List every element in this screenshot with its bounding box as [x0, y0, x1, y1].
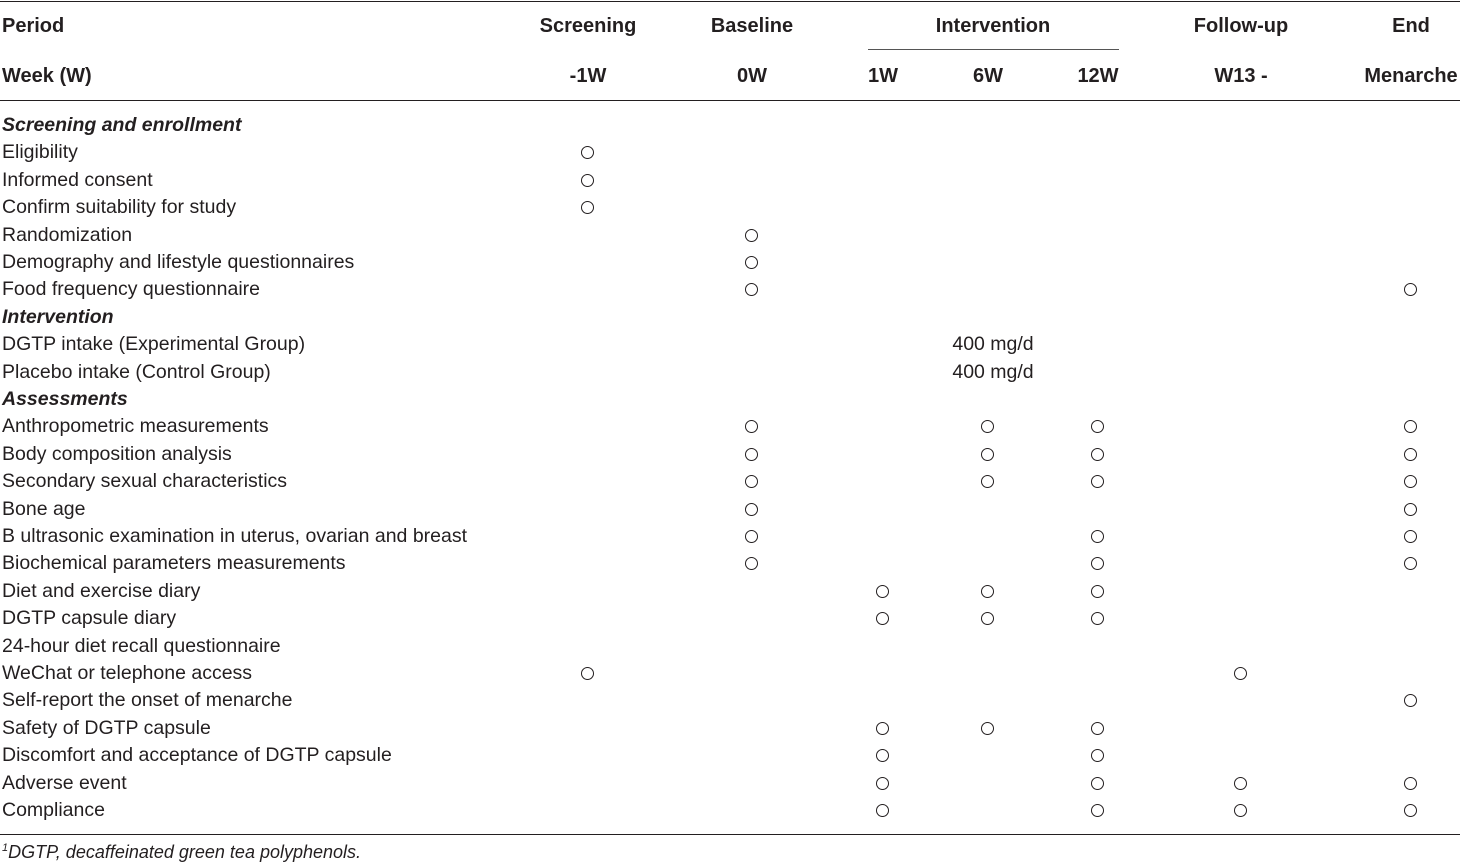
row-label: Diet and exercise diary	[2, 579, 201, 602]
header-rule	[0, 100, 1460, 101]
circle-mark-icon	[1091, 722, 1104, 735]
row-label: Secondary sexual characteristics	[2, 470, 288, 493]
row-label: DGTP intake (Experimental Group)	[2, 333, 306, 356]
row-label: Discomfort and acceptance of DGTP capsule	[2, 744, 392, 767]
table-row	[0, 468, 1460, 495]
header-week-13: W13 -	[1214, 65, 1268, 87]
circle-mark-icon	[581, 146, 594, 159]
circle-mark-icon	[876, 777, 889, 790]
row-label: WeChat or telephone access	[2, 662, 253, 684]
header-intervention: Intervention	[935, 15, 1051, 37]
header-end: End	[1392, 15, 1430, 37]
table-row	[0, 496, 1460, 523]
circle-mark-icon	[745, 503, 758, 516]
circle-mark-icon	[581, 174, 594, 187]
table-row	[0, 523, 1460, 550]
table-row	[0, 222, 1460, 249]
row-label: Anthropometric measurements	[2, 415, 269, 438]
circle-mark-icon	[1091, 475, 1104, 488]
header-menarche: Menarche	[1364, 65, 1458, 87]
header-week-12: 12W	[1077, 65, 1119, 87]
section-row	[0, 386, 1460, 413]
circle-mark-icon	[876, 585, 889, 598]
table-row	[0, 139, 1460, 166]
table-row	[0, 715, 1460, 742]
header-period-label: Period	[2, 15, 65, 37]
circle-mark-icon	[745, 530, 758, 543]
circle-mark-icon	[1091, 585, 1104, 598]
table-row	[0, 167, 1460, 194]
circle-mark-icon	[1404, 475, 1417, 488]
section-row	[0, 304, 1460, 331]
header-baseline: Baseline	[710, 15, 794, 37]
circle-mark-icon	[1091, 749, 1104, 762]
circle-mark-icon	[1404, 557, 1417, 570]
table-row	[0, 578, 1460, 605]
circle-mark-icon	[1091, 557, 1104, 570]
circle-mark-icon	[1404, 420, 1417, 433]
footnote-text: DGTP, decaffeinated green tea polyphenols.	[8, 842, 362, 862]
section-heading: Assessments	[2, 388, 128, 410]
circle-mark-icon	[1404, 777, 1417, 790]
circle-mark-icon	[745, 475, 758, 488]
circle-mark-icon	[1404, 804, 1417, 817]
circle-mark-icon	[745, 229, 758, 242]
row-label: Self-report the onset of menarche	[2, 689, 293, 712]
table-row	[0, 359, 1460, 386]
table-row	[0, 276, 1460, 303]
circle-mark-icon	[876, 804, 889, 817]
row-label: B ultrasonic examination in uterus, ovarian and breast	[2, 525, 468, 547]
row-label: DGTP capsule diary	[2, 607, 177, 630]
row-label: Randomization	[2, 223, 133, 246]
circle-mark-icon	[1234, 667, 1247, 680]
circle-mark-icon	[1091, 612, 1104, 625]
circle-mark-icon	[1091, 420, 1104, 433]
circle-mark-icon	[981, 420, 994, 433]
dose-value: 400 mg/d	[952, 360, 1034, 383]
circle-mark-icon	[1091, 448, 1104, 461]
header-week-0: 0W	[737, 65, 767, 87]
circle-mark-icon	[745, 283, 758, 296]
row-label: Compliance	[2, 799, 105, 821]
circle-mark-icon	[981, 475, 994, 488]
table-row	[0, 797, 1460, 824]
row-label: Informed consent	[2, 168, 153, 191]
bottom-rule	[0, 834, 1460, 835]
footnote-marker: 1	[2, 842, 9, 854]
circle-mark-icon	[1404, 694, 1417, 707]
circle-mark-icon	[1404, 283, 1417, 296]
row-label: Adverse event	[2, 771, 127, 794]
section-row	[0, 112, 1460, 139]
intervention-span-rule	[868, 49, 1119, 50]
circle-mark-icon	[1091, 530, 1104, 543]
row-label: Bone age	[2, 497, 86, 520]
circle-mark-icon	[1404, 530, 1417, 543]
section-heading: Screening and enrollment	[2, 114, 242, 136]
circle-mark-icon	[745, 420, 758, 433]
table-row	[0, 331, 1460, 358]
row-label: Body composition analysis	[2, 442, 232, 465]
row-label: Confirm suitability for study	[2, 196, 237, 219]
table-row	[0, 194, 1460, 221]
circle-mark-icon	[876, 612, 889, 625]
circle-mark-icon	[876, 722, 889, 735]
circle-mark-icon	[876, 749, 889, 762]
table-row	[0, 770, 1460, 797]
table-row	[0, 413, 1460, 440]
circle-mark-icon	[981, 585, 994, 598]
circle-mark-icon	[581, 201, 594, 214]
table-row	[0, 633, 1460, 660]
circle-mark-icon	[1404, 503, 1417, 516]
header-follow-up: Follow-up	[1193, 15, 1289, 37]
circle-mark-icon	[1091, 804, 1104, 817]
circle-mark-icon	[745, 256, 758, 269]
circle-mark-icon	[981, 612, 994, 625]
circle-mark-icon	[745, 557, 758, 570]
row-label: Eligibility	[2, 141, 78, 164]
table-row	[0, 660, 1460, 687]
top-rule	[0, 1, 1460, 2]
section-heading: Intervention	[2, 305, 114, 328]
row-label: 24-hour diet recall questionnaire	[2, 634, 281, 657]
table-row	[0, 249, 1460, 276]
dose-value: 400 mg/d	[952, 333, 1034, 356]
table-row	[0, 441, 1460, 468]
circle-mark-icon	[1234, 804, 1247, 817]
header-week-6: 6W	[973, 65, 1003, 87]
header-week-1: 1W	[868, 65, 898, 87]
table-row	[0, 605, 1460, 632]
table-row	[0, 742, 1460, 769]
circle-mark-icon	[745, 448, 758, 461]
row-label: Safety of DGTP capsule	[2, 716, 211, 739]
row-label: Placebo intake (Control Group)	[2, 360, 271, 383]
circle-mark-icon	[1404, 448, 1417, 461]
header-week-label: Week (W)	[2, 65, 92, 87]
circle-mark-icon	[1091, 777, 1104, 790]
table-row	[0, 687, 1460, 714]
row-label: Demography and lifestyle questionnaires	[2, 251, 355, 273]
circle-mark-icon	[1234, 777, 1247, 790]
row-label: Biochemical parameters measurements	[2, 552, 346, 575]
circle-mark-icon	[981, 722, 994, 735]
header-screening: Screening	[539, 15, 637, 37]
header-week-minus1: -1W	[569, 65, 607, 87]
circle-mark-icon	[581, 667, 594, 680]
circle-mark-icon	[981, 448, 994, 461]
table-row	[0, 550, 1460, 577]
row-label: Food frequency questionnaire	[2, 278, 261, 301]
footnote	[2, 842, 361, 863]
